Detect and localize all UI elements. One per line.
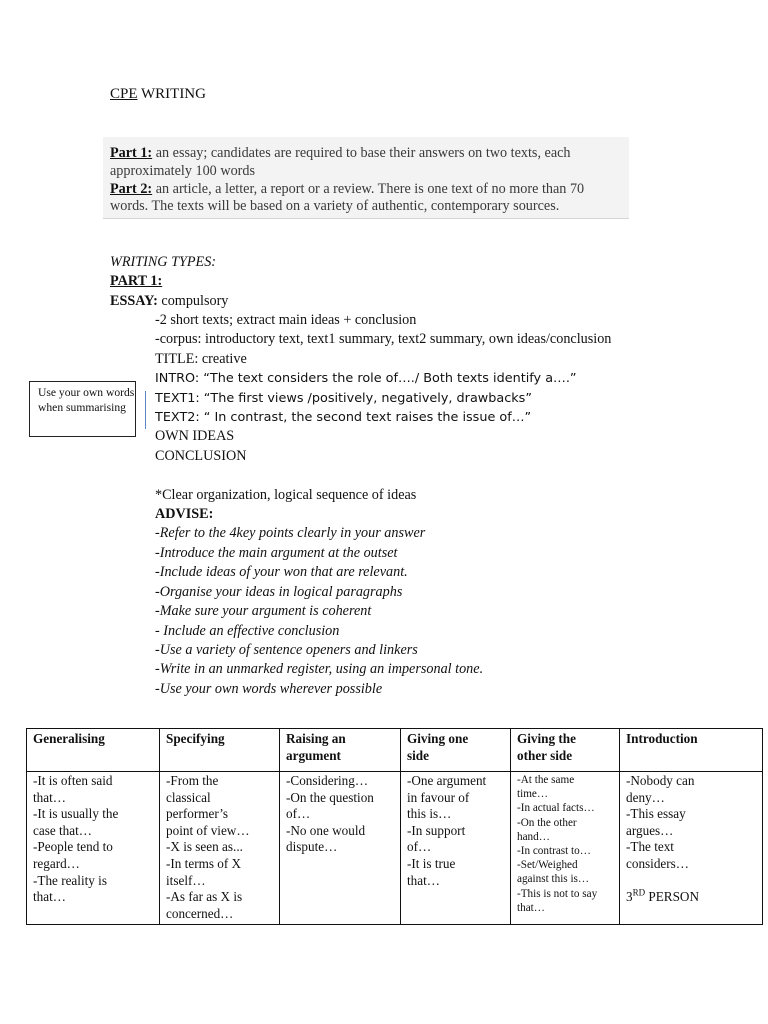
page-title: [110, 86, 206, 103]
title-prefix: CPE: [110, 86, 138, 102]
advise-item: -Make sure your argument is coherent: [155, 603, 372, 620]
col-header-specifying: Specifying: [160, 729, 280, 772]
essay-line-conclusion: CONCLUSION: [155, 447, 247, 464]
part1-heading: PART 1:: [110, 273, 163, 290]
col-header-generalising: Generalising: [27, 729, 160, 772]
advise-heading: ADVISE:: [155, 506, 214, 523]
col-header-introduction: Introduction: [620, 729, 763, 772]
advise-item: -Organise your ideas in logical paragraphs: [155, 583, 403, 600]
part2-line: [110, 181, 625, 217]
cell-raising-argument: -Considering… -On the question of… -No one would dispute…: [280, 772, 401, 925]
parts-box: [110, 145, 625, 216]
phrases-table: [26, 728, 763, 925]
cell-generalising: -It is often said that… -It is usually the case that… -People tend to regard… -The reality is that…: [27, 772, 160, 925]
advise-item: -Use a variety of sentence openers and linkers: [155, 641, 418, 658]
advise-item: -Introduce the main argument at the outset: [155, 544, 398, 561]
essay-line-title: TITLE: creative: [155, 350, 247, 367]
text-bracket: [145, 391, 152, 429]
essay-label: ESSAY:: [110, 292, 158, 309]
cell-specifying: -From the classical performer’s point of view… -X is seen as... -In terms of X itself… -As far as X is concerned…: [160, 772, 280, 925]
essay-line-text1: TEXT1: “The first views /positively, negatively, drawbacks”: [155, 390, 532, 406]
essay-line-2: -corpus: introductory text, text1 summary, text2 summary, own ideas/conclusion: [155, 331, 612, 348]
cell-giving-other-side: -At the same time… -In actual facts… -On the other hand… -In contrast to… -Set/Weighed against this is… -This is not to say that…: [511, 772, 620, 925]
col-header-raising-argument: Raising an argument: [280, 729, 401, 772]
essay-line-1: -2 short texts; extract main ideas + conclusion: [155, 312, 417, 328]
col-header-giving-other-side: Giving the other side: [511, 729, 620, 772]
writing-types-section: [110, 253, 228, 311]
summarising-note-box: Use your own words when summarising: [29, 381, 136, 437]
part1-text: an essay; candidates are required to base their answers on two texts, each approximately 100 words: [110, 145, 571, 179]
title-rest: WRITING: [137, 86, 206, 102]
part1-line: [110, 145, 625, 181]
writing-types-heading: WRITING TYPES:: [110, 254, 217, 270]
advise-item: - Include an effective conclusion: [155, 622, 340, 639]
cell-giving-one-side: -One argument in favour of this is… -In support of… -It is true that…: [401, 772, 511, 925]
advise-item: -Write in an unmarked register, using an impersonal tone.: [155, 661, 484, 678]
essay-spacer: [155, 466, 611, 485]
col-header-giving-one-side: Giving one side: [401, 729, 511, 772]
essay-line-own-ideas: OWN IDEAS: [155, 428, 235, 445]
essay-line-intro: INTRO: “The text considers the role of…./ Both texts identify a….”: [155, 371, 577, 387]
part1-label: Part 1:: [110, 145, 153, 161]
advise-item: -Use your own words wherever possible: [155, 680, 383, 697]
essay-line-text2: TEXT2: “ In contrast, the second text raises the issue of…”: [155, 410, 532, 426]
essay-value: compulsory: [157, 292, 229, 309]
table-header-row: [27, 729, 763, 772]
third-person-label: 3RD PERSON: [626, 887, 699, 905]
part2-label: Part 2:: [110, 180, 153, 197]
essay-line-clear: *Clear organization, logical sequence of ideas: [155, 486, 417, 503]
advise-item: -Include ideas of your won that are relevant.: [155, 564, 408, 581]
advise-item: -Refer to the 4key points clearly in your answer: [155, 525, 426, 542]
cell-introduction: -Nobody can deny… -This essay argues… -The text considers… 3RD PERSON: [620, 772, 763, 925]
essay-details: [155, 311, 611, 699]
part2-text: an article, a letter, a report or a review. There is one text of no more than 70 words. The texts will be based on a variety of authentic, contemporary sources.: [110, 180, 585, 215]
table-row: [27, 772, 763, 925]
essay-line: [110, 292, 228, 311]
